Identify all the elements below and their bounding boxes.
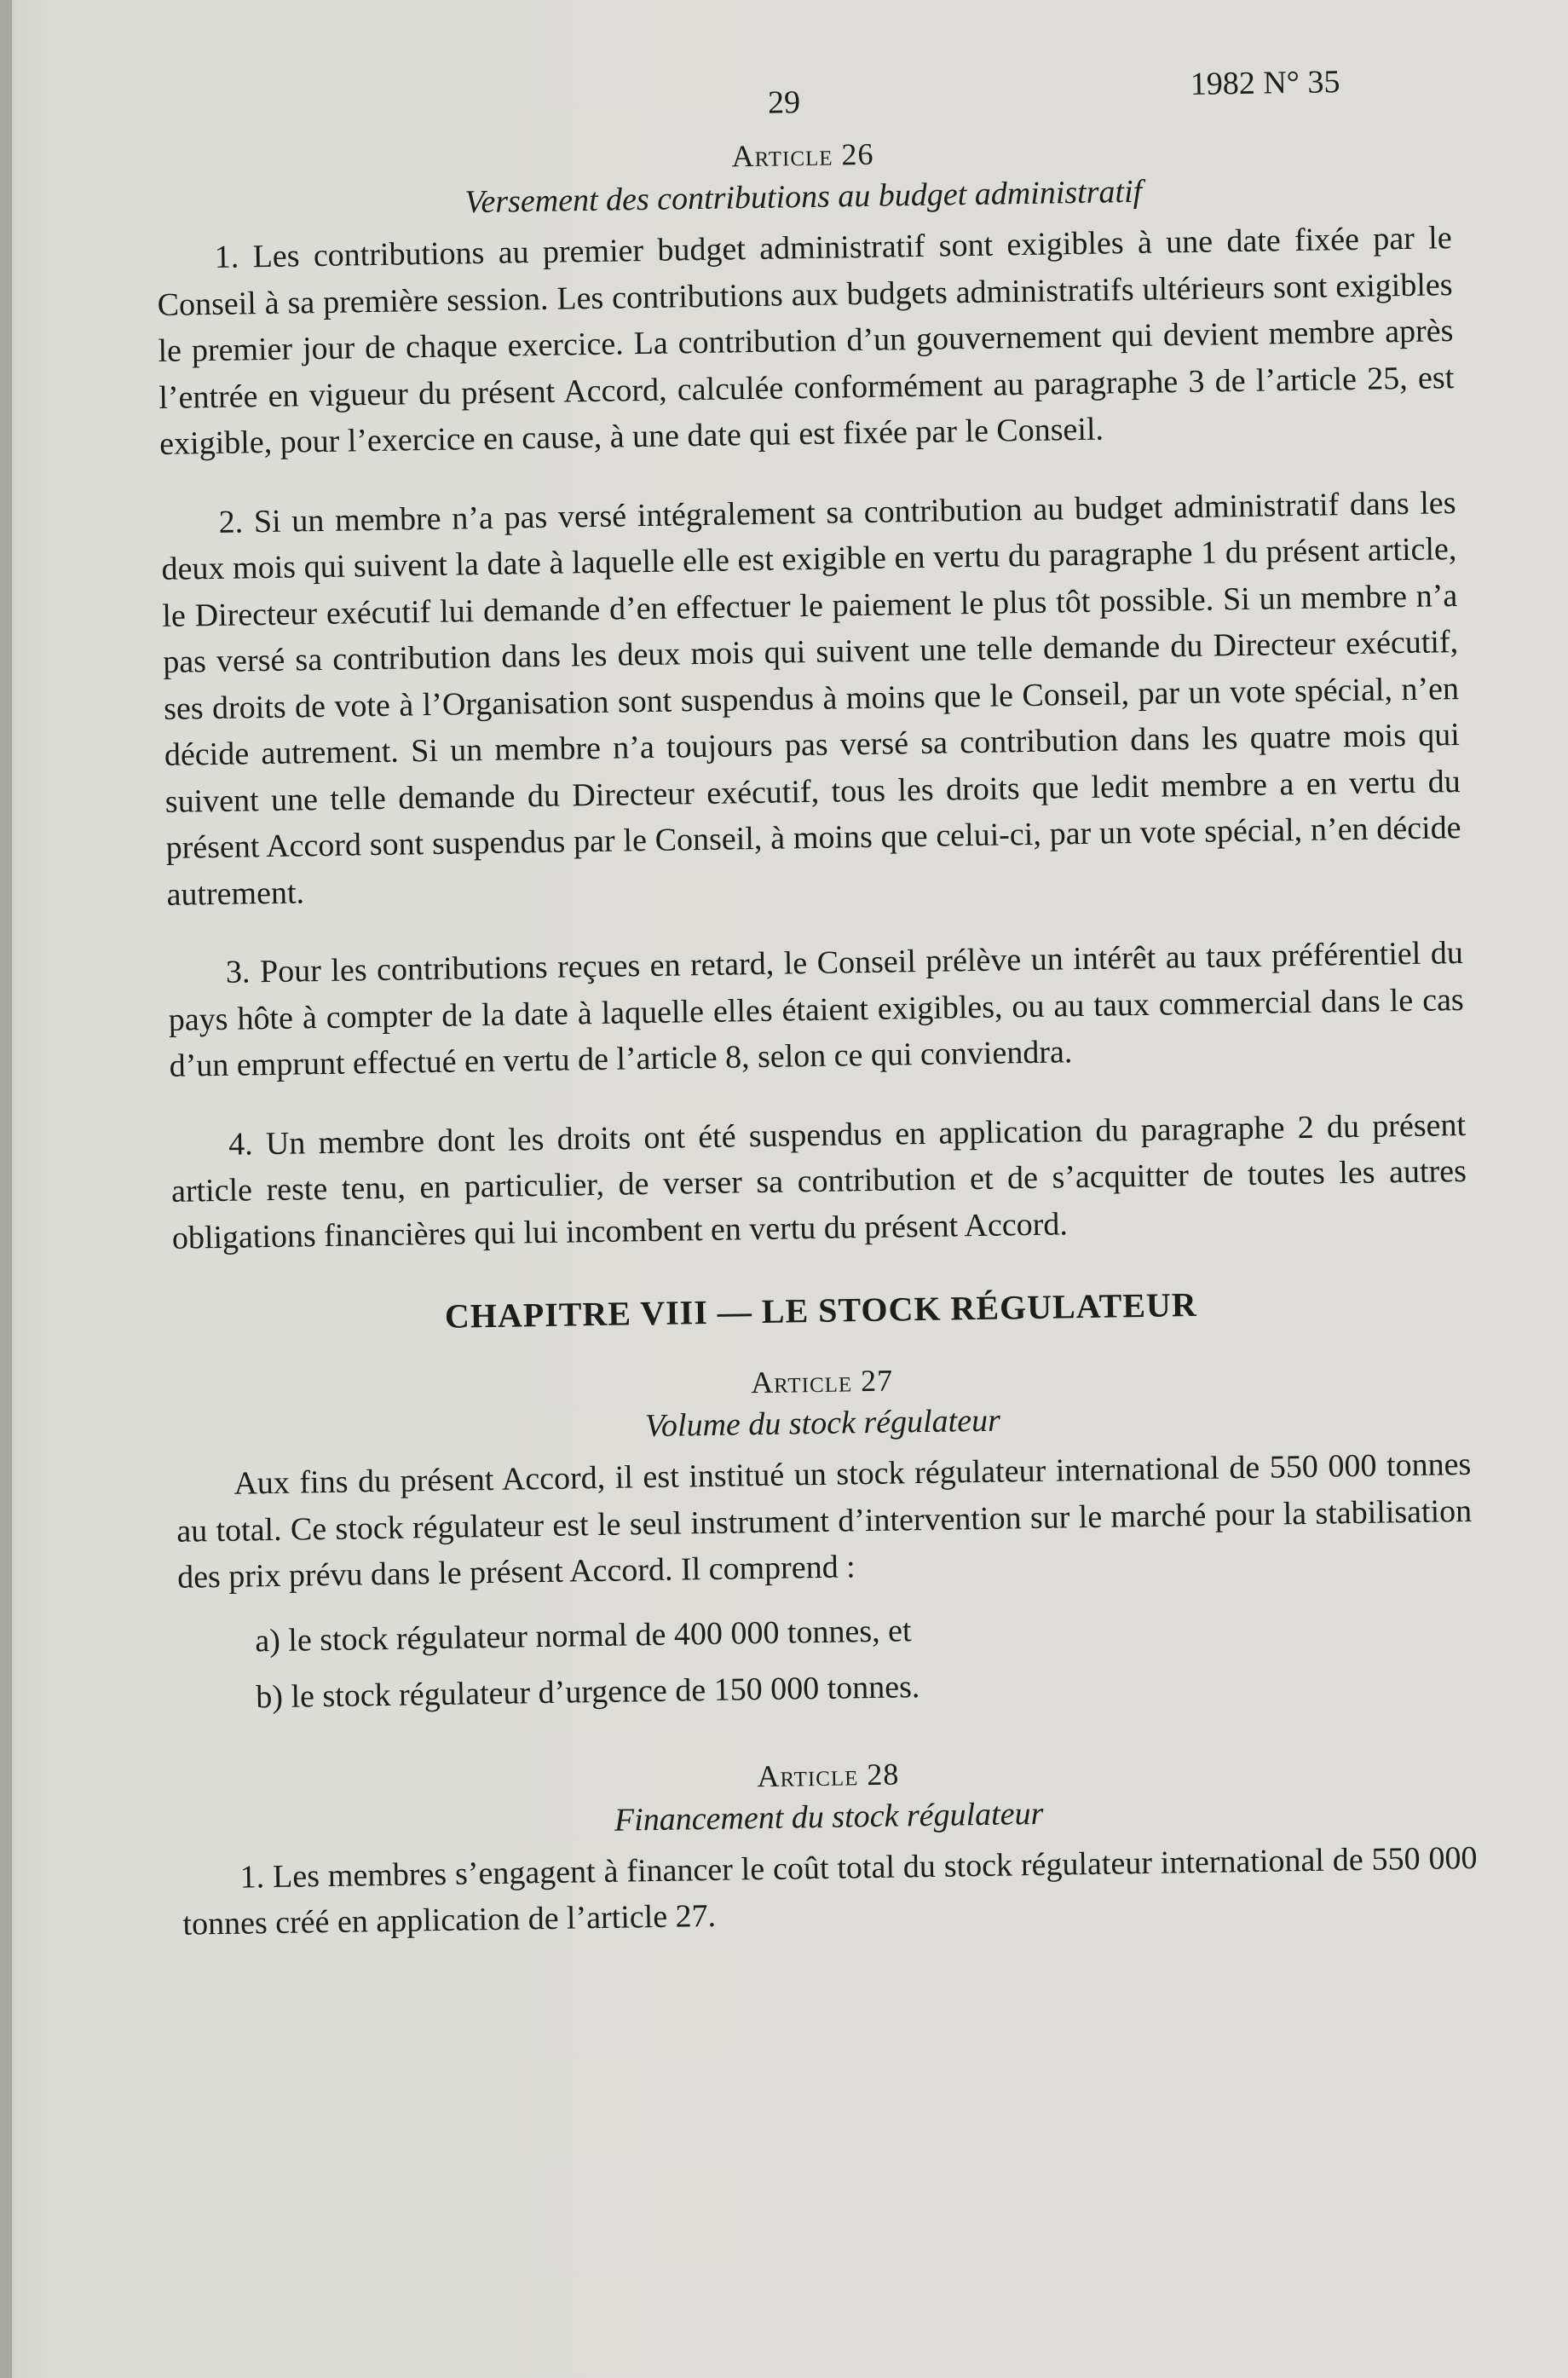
- article-26-paragraph-4: 4. Un membre dont les droits ont été suspendus en application du paragraphe 2 du présent article reste tenu, en particulier, de verser sa contribution et de s’acquitter de toutes les autres obligations financières qui lui incombent en vertu du présent Accord.: [170, 1106, 1467, 1256]
- article-28: [181, 1744, 1479, 1948]
- article-28-title: Financement du stock régulateur: [614, 1795, 1044, 1838]
- article-27-title: Volume du stock régulateur: [644, 1402, 1001, 1445]
- article-28-paragraph-1: 1. Les membres s’engagent à financer le coût total du stock régulateur international de 550 000 tonnes créé en application de l’article 27.: [182, 1839, 1478, 1942]
- article-27-paragraph: Aux fins du présent Accord, il est institué un stock régulateur international de 550 000 tonnes au total. Ce stock régulateur est le seul instrument d’intervention sur le marché pour la stabilisation des prix prévu dans le présent Accord. Il comprend :: [176, 1446, 1473, 1596]
- article-28-heading: Article 28: [757, 1757, 900, 1793]
- article-26-paragraph-2: 2. Si un membre n’a pas versé intégralement sa contribution au budget administratif dans les deux mois qui suivent la date à laquelle elle est exigible en vertu du paragraphe 1 du présent article, le Directeur exécutif lui demande d’en effectuer le paiement le plus tôt possible. Si un membre n’a pas versé sa contribution dans les deux mois qui suivent une telle demande du Directeur exécutif, ses droits de vote à l’Organisation sont suspendus à moins que le Conseil, par un vote spécial, n’en décide autrement. Si un membre n’a toujours pas versé sa contribution dans les quatre mois qui suivent une telle demande du Directeur exécutif, tous les droits que ledit membre a en vertu du présent Accord sont suspendus par le Conseil, à moins que celui-ci, par un vote spécial, n’en décide autrement.: [161, 484, 1461, 913]
- article-27-heading: Article 27: [750, 1363, 894, 1400]
- article-26: [155, 124, 1467, 1261]
- list-item-a: a) le stock régulateur normal de 400 000 tonnes, et: [254, 1612, 912, 1659]
- article-27: [174, 1351, 1474, 1722]
- page-content: [153, 31, 1479, 1980]
- article-26-title: Versement des contributions au budget administratif: [464, 173, 1143, 221]
- article-26-paragraph-3: 3. Pour les contributions reçues en retard, le Conseil prélève un intérêt au taux préférentiel du pays hôte à compter de la date à laquelle elles étaient exigibles, ou au taux commercial dans le cas d’un emprunt effectué en vertu de l’article 8, selon ce qui conviendra.: [168, 934, 1464, 1084]
- page-edge-shadow: [0, 0, 12, 2378]
- article-26-paragraph-1: 1. Les contributions au premier budget administratif sont exigibles à une date fixée par le Conseil à sa première session. Les contributions aux budgets administratifs ultérieurs sont exigibles le premier jour de chaque exercice. La contribution d’un gouvernement qui devient membre après l’entrée en vigueur du présent Accord, calculée conformément au paragraphe 3 de l’article 25, est exigible, pour l’exercice en cause, à une date qui est fixée par le Conseil.: [157, 220, 1455, 462]
- chapter-heading: CHAPITRE VIII — LE STOCK RÉGULATEUR: [444, 1284, 1198, 1336]
- article-27-list: [255, 1597, 1475, 1720]
- document-reference: 1982 N° 35: [1190, 64, 1340, 102]
- page-number: 29: [767, 84, 801, 121]
- article-26-heading: Article 26: [731, 136, 874, 174]
- list-item-b: b) le stock régulateur d’urgence de 150 000 tonnes.: [256, 1668, 920, 1715]
